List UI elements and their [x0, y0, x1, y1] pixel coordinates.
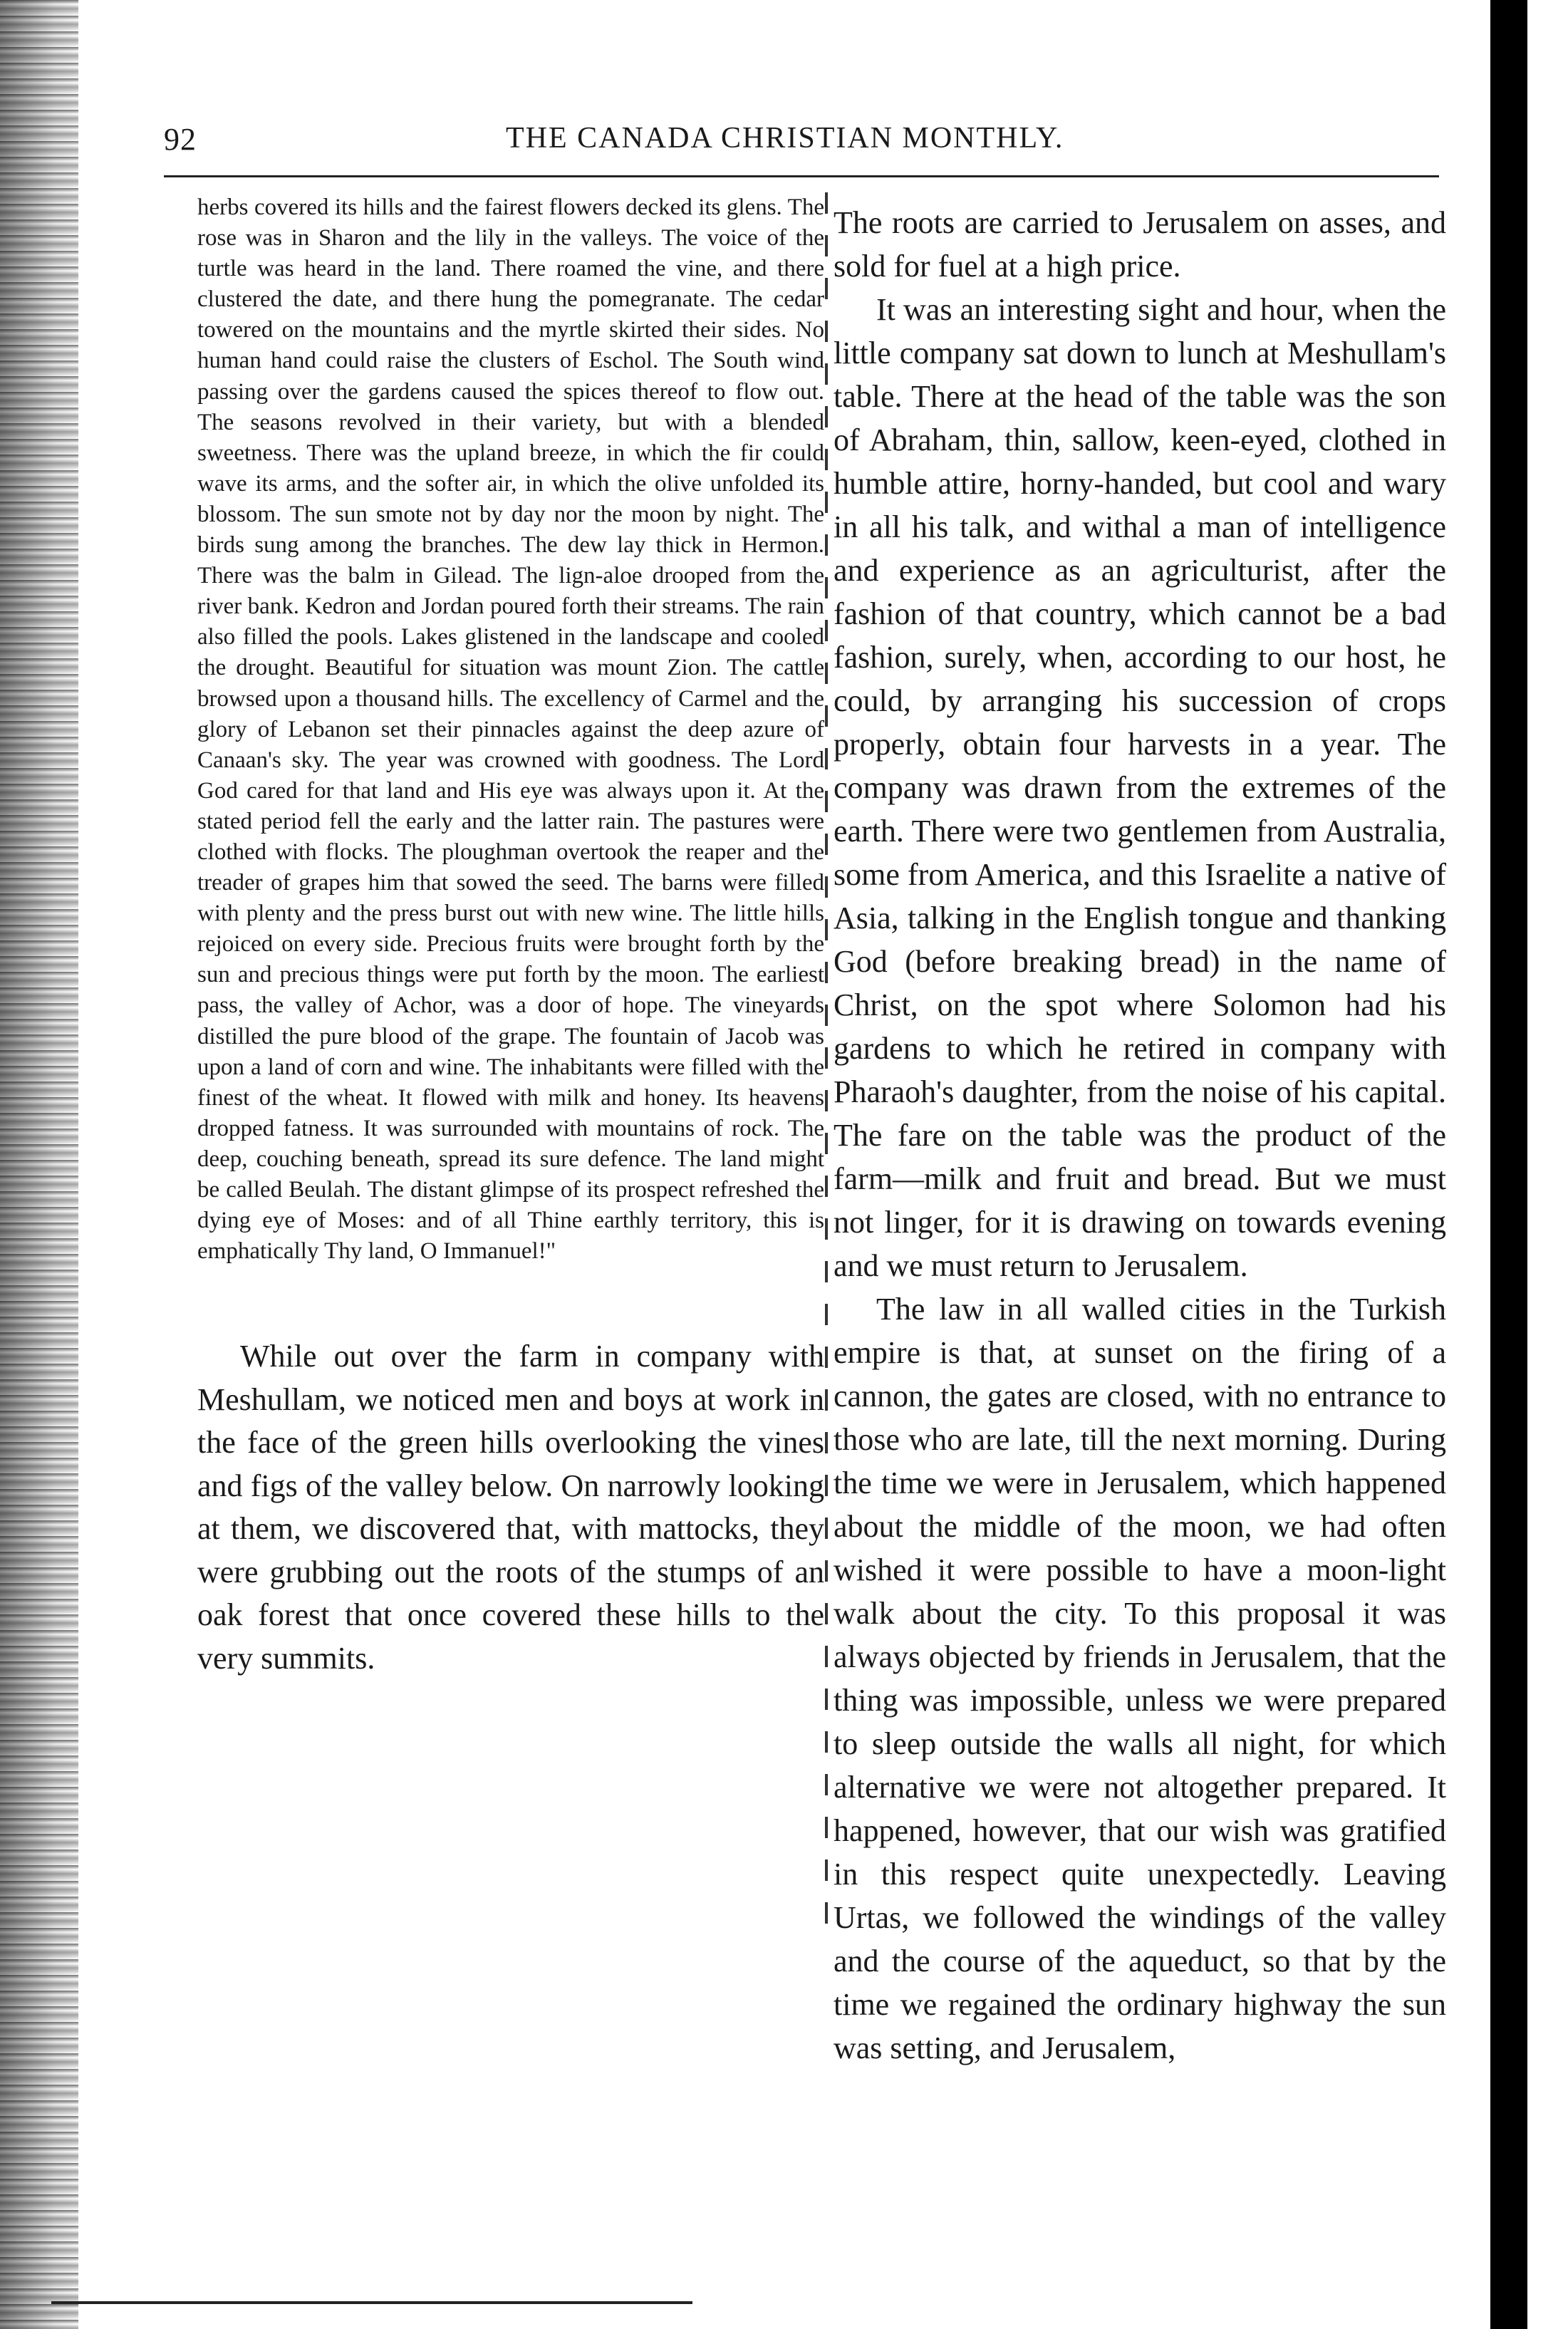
left-paragraph-1: herbs covered its hills and the fairest flowers decked its glens. The rose was in Sharon and the lily in the valleys. The voice of the turtle was heard in the land. There roamed the vine, and there clustered the date, and there hung the pomegranate. The cedar towered on the mountains and the myrtle skirted their sides. No human hand could raise the clusters of Eschol. The South wind passing over the gardens caused the spices thereof to flow out. The seasons revolved in their variety, but with a blended sweetness. There was the upland breeze, in which the fir could wave its arms, and the softer air, in which the olive unfolded its blossom. The sun smote not by day nor the moon by night. The birds sung among the branches. The dew lay thick in Hermon. There was the balm in Gilead. The lign-aloe drooped from the river bank. Kedron and Jordan poured forth their streams. The rain also filled the pools. Lakes glistened in the landscape and cooled the drought. Beautiful for situation was mount Zion. The cattle browsed upon a thousand hills. The excellency of Carmel and the glory of Lebanon set their pinnacles against the deep azure of Canaan's sky. The year was crowned with goodness. The Lord God cared for that land and His eye was always upon it. At the stated period fell the early and the latter rain. The pastures were clothed with flocks. The ploughman overtook the reaper and the treader of grapes him that sowed the seed. The barns were filled with plenty and the press burst out with new wine. The little hills rejoiced on every side. Precious fruits were brought forth by the sun and precious things were put forth by the moon. The earliest pass, the valley of Achor, was a door of hope. The vineyards distilled the pure blood of the grape. The fountain of Jacob was upon a land of corn and wine. The inhabitants were filled with the finest of the wheat. It flowed with milk and honey. Its heavens dropped fatness. It was surrounded with mountains of rock. The deep, couching beneath, spread its sure defence. The land might be called Beulah. The distant glimpse of its prospect refreshed the dying eye of Moses: and of all Thine earthly territory, this is emphatically Thy land, O Immanuel!"	[197, 194, 824, 1265]
page-header	[164, 121, 1439, 164]
header-rule	[164, 175, 1439, 177]
scan-border-bar	[1490, 0, 1527, 2329]
page-number: 92	[164, 122, 197, 157]
right-column	[834, 192, 1446, 2070]
scan-binding-edge	[0, 0, 78, 2329]
footer-rule	[51, 2301, 692, 2304]
right-paragraph-1: The roots are carried to Jerusalem on asses, and sold for fuel at a high price.	[834, 205, 1446, 284]
left-column	[197, 192, 824, 1680]
column-divider	[825, 192, 828, 1924]
running-title: THE CANADA CHRISTIAN MONTHLY.	[506, 122, 1064, 155]
right-paragraph-3: The law in all walled cities in the Turkish empire is that, at sunset on the firing of a cannon, the gates are closed, with no entrance to those who are late, till the next morning. During the time we were in Jerusalem, which happened about the middle of the moon, we had often wished it were possible to have a moon-light walk about the city. To this proposal it was always objected by friends in Jerusalem, that the thing was impossible, unless we were prepared to sleep outside the walls all night, for which alternative we were not altogether prepared. It happened, however, that our wish was gratified in this respect quite unexpectedly. Leaving Urtas, we followed the windings of the valley and the course of the aqueduct, so that by the time we regained the ordinary highway the sun was setting, and Jerusalem,	[834, 1292, 1446, 2065]
left-paragraph-2: While out over the farm in company with Meshullam, we noticed men and boys at work in the face of the green hills overlooking the vines and figs of the valley below. On narrowly looking at them, we discovered that, with mattocks, they were grubbing out the roots of the stumps of an oak forest that once covered these hills to the very summits.	[197, 1339, 824, 1676]
right-paragraph-2: It was an interesting sight and hour, when the little company sat down to lunch at Meshullam's table. There at the head of the table was the son of Abraham, thin, sallow, keen-eyed, clothed in humble attire, horny-handed, but cool and wary in all his talk, and withal a man of intelligence and experience as an agriculturist, after the fashion of that country, which cannot be a bad fashion, surely, when, according to our host, he could, by arranging his succession of crops properly, obtain four harvests in a year. The company was drawn from the extremes of the earth. There were two gentlemen from Australia, some from America, and this Israelite a native of Asia, talking in the English tongue and thanking God (before breaking bread) in the name of Christ, on the spot where Solomon had his gardens to which he retired in company with Pharaoh's daughter, from the noise of his capital. The fare on the table was the product of the farm—milk and fruit and bread. But we must not linger, for it is drawing on towards evening and we must return to Jerusalem.	[834, 292, 1446, 1283]
